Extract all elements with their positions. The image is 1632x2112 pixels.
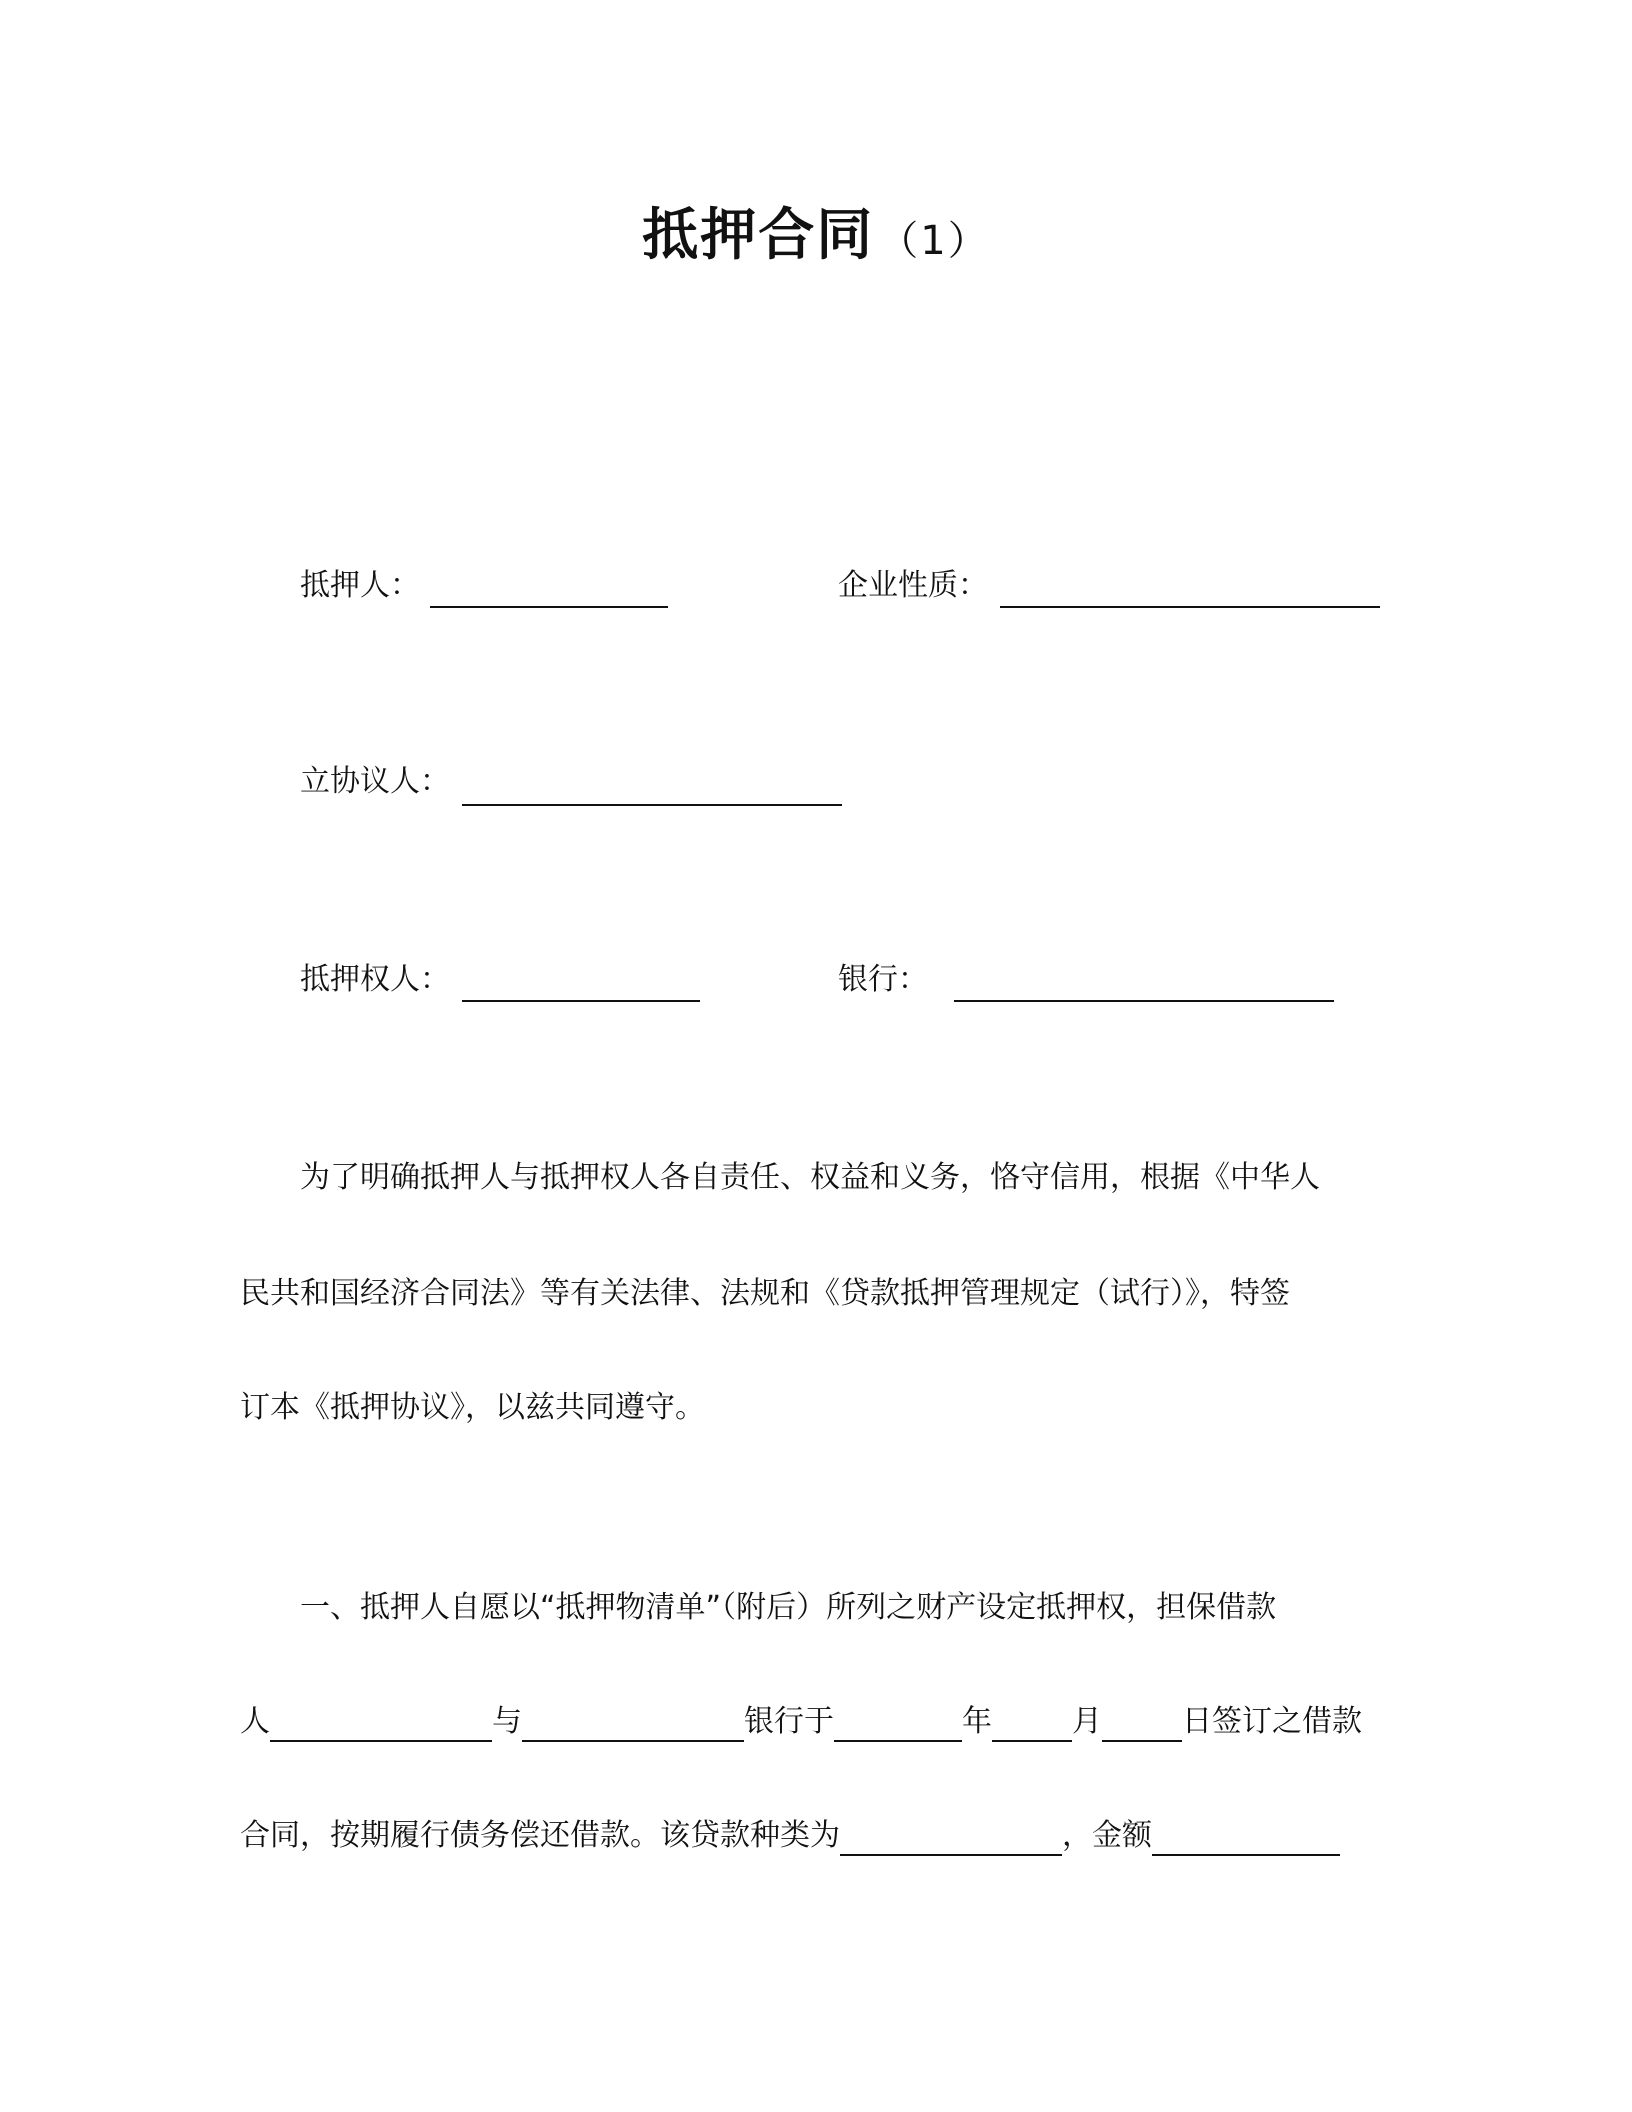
agreement-party-label: 立协议人： (300, 764, 450, 799)
preamble-line-3: 订本《抵押协议》，以兹共同遵守。 (240, 1390, 705, 1425)
title-main: 抵押合同 (642, 203, 875, 268)
lender-blank[interactable] (522, 1708, 744, 1742)
clause1-month-text: 月 (1072, 1704, 1102, 1739)
enterprise-nature-label: 企业性质： (838, 568, 988, 603)
clause1-bank-on-text: 银行于 (744, 1704, 834, 1739)
year-blank[interactable] (834, 1708, 962, 1742)
mortgagor-blank[interactable] (430, 606, 668, 608)
clause1-person-text: 人 (240, 1704, 270, 1739)
loan-amount-blank[interactable] (1152, 1822, 1340, 1856)
title-suffix: （1） (878, 218, 990, 264)
preamble-line-2: 民共和国经济合同法》等有关法律、法规和《贷款抵押管理规定（试行）》，特签 (240, 1276, 1290, 1311)
mortgagor-label: 抵押人： (300, 568, 420, 603)
clause1-day-signed-text: 日签订之借款 (1182, 1704, 1362, 1739)
borrower-blank[interactable] (270, 1708, 492, 1742)
clause1-contract-text: 合同，按期履行债务偿还借款。该贷款种类为 (240, 1818, 840, 1853)
clause1-amount-text: ，金额 (1062, 1818, 1152, 1853)
agreement-party-blank[interactable] (462, 804, 842, 806)
mortgagee-blank[interactable] (462, 1000, 700, 1002)
clause1-line-1: 一、抵押人自愿以“抵押物清单”（附后）所列之财产设定抵押权，担保借款 (300, 1590, 1277, 1625)
document-title (0, 196, 1632, 281)
preamble-line-1: 为了明确抵押人与抵押权人各自责任、权益和义务，恪守信用，根据《中华人 (300, 1160, 1320, 1195)
clause1-year-text: 年 (962, 1704, 992, 1739)
clause1-line-3 (240, 1816, 1340, 1856)
enterprise-nature-blank[interactable] (1000, 606, 1380, 608)
bank-label: 银行： (838, 962, 928, 997)
month-blank[interactable] (992, 1708, 1072, 1742)
mortgagee-label: 抵押权人： (300, 962, 450, 997)
clause1-and-text: 与 (492, 1704, 522, 1739)
clause1-line-2 (240, 1702, 1362, 1742)
day-blank[interactable] (1102, 1708, 1182, 1742)
loan-type-blank[interactable] (840, 1822, 1062, 1856)
bank-blank[interactable] (954, 1000, 1334, 1002)
